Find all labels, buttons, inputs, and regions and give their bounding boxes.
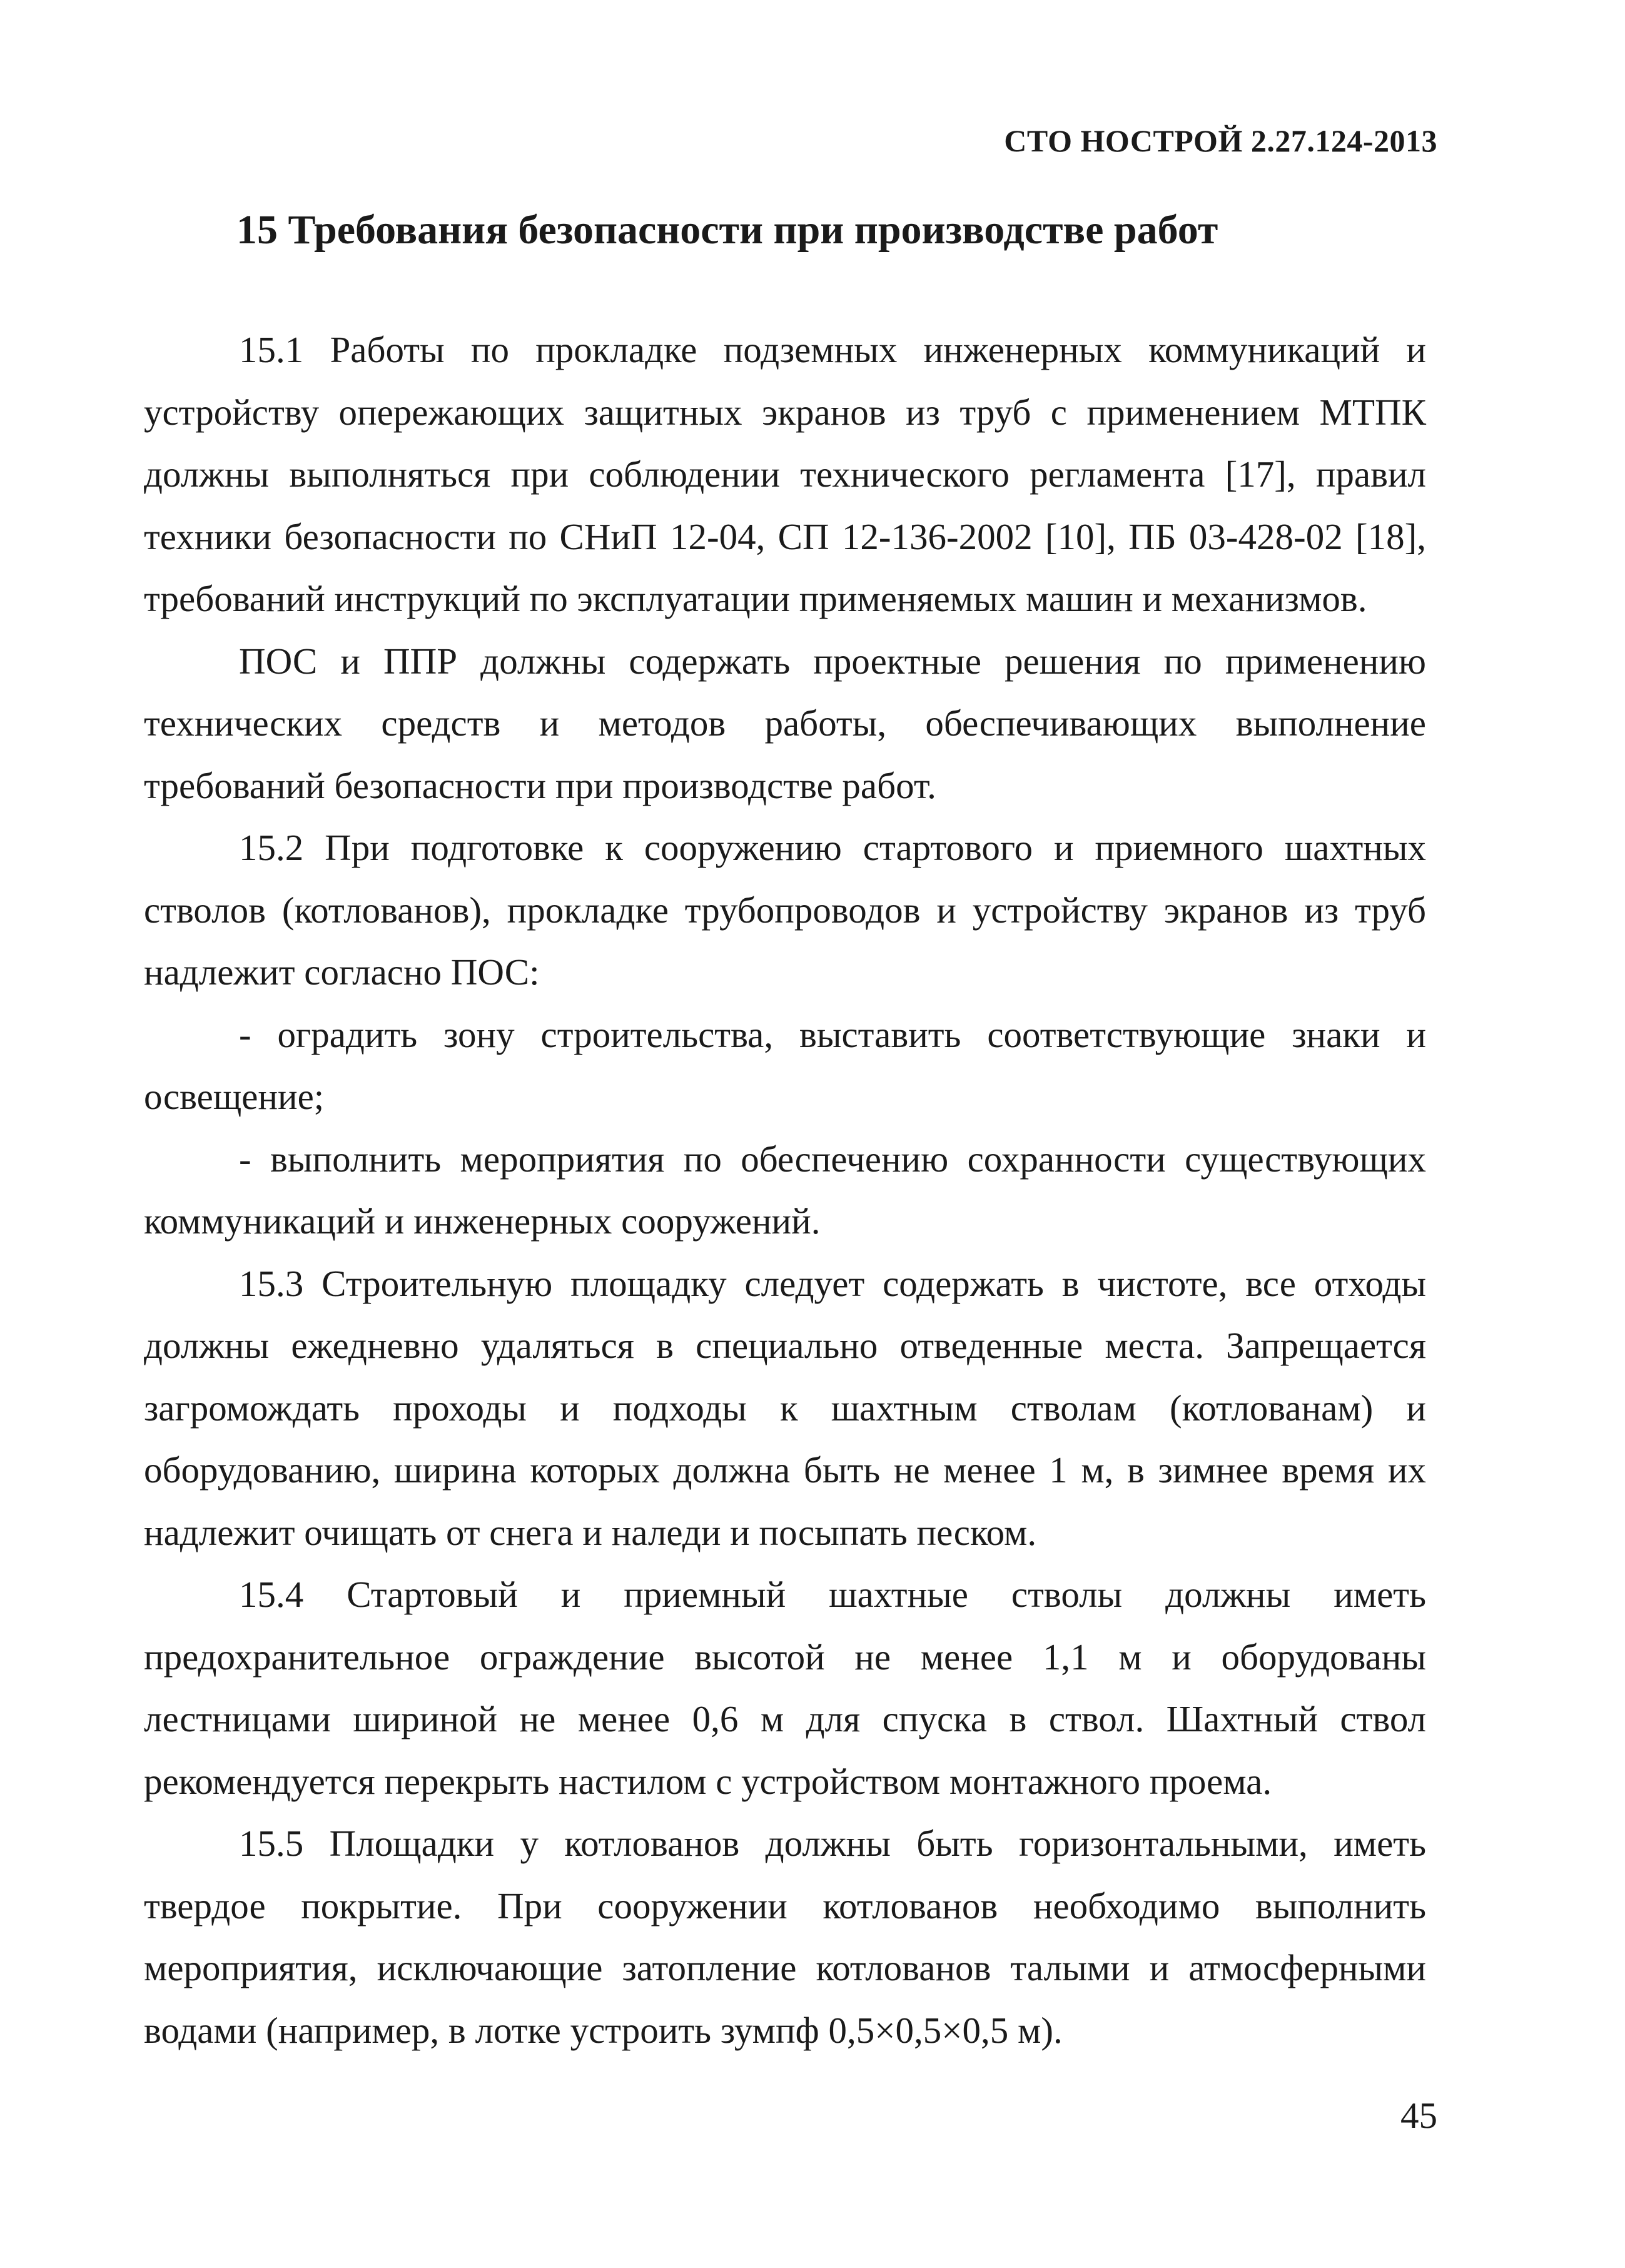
page-number: 45 xyxy=(1400,2095,1437,2136)
paragraph-15-5: 15.5 Площадки у котлованов должны быть горизонтальными, иметь твердое покрытие. При сооружении котлованов необходимо выполнить мероприятия, исключающие затопление котлованов талыми и атмосферными водами (например, в лотке устроить зумпф 0,5×0,5×0,5 м). xyxy=(144,1823,1426,2051)
body-text xyxy=(144,319,1426,2062)
list-item-preserve-utilities: - выполнить мероприятия по обеспечению сохранности существующих коммуникаций и инженерных сооружений. xyxy=(144,1138,1426,1242)
list-item-fence-zone: - оградить зону строительства, выставить соответствующие знаки и освещение; xyxy=(144,1013,1426,1117)
paragraph-15-1: 15.1 Работы по прокладке подземных инженерных коммуникаций и устройству опережающих защитных экранов из труб с применением МТПК должны выполняться при соблюдении технического регламента [17], правил техники безопасности по СНиП 12-04, СП 12-136-2002 [10], ПБ 03-428-02 [18], требований инструкций по эксплуатации применяемых машин и механизмов. xyxy=(144,329,1426,619)
paragraph-pos-ppr: ПОС и ППР должны содержать проектные решения по применению технических средств и методов работы, обеспечивающих выполнение требований безопасности при производстве работ. xyxy=(144,640,1426,806)
paragraph-15-4: 15.4 Стартовый и приемный шахтные стволы должны иметь предохранительное ограждение высотой не менее 1,1 м и оборудованы лестницами шириной не менее 0,6 м для спуска в ствол. Шахтный ствол рекомендуется перекрыть настилом с устройством монтажного проема. xyxy=(144,1574,1426,1802)
paragraph-15-2: 15.2 При подготовке к сооружению стартового и приемного шахтных стволов (котлованов), прокладке трубопроводов и устройству экранов из труб надлежит согласно ПОС: xyxy=(144,827,1426,993)
section-heading: 15 Требования безопасности при производстве работ xyxy=(236,207,1218,253)
paragraph-15-3: 15.3 Строительную площадку следует содержать в чистоте, все отходы должны ежедневно удаляться в специально отведенные места. Запрещается загромождать проходы и подходы к шахтным стволам (котлованам) и оборудованию, ширина которых должна быть не менее 1 м, в зимнее время их надлежит очищать от снега и наледи и посыпать песком. xyxy=(144,1262,1426,1553)
document-code-header: СТО НОСТРОЙ 2.27.124-2013 xyxy=(1004,123,1437,158)
